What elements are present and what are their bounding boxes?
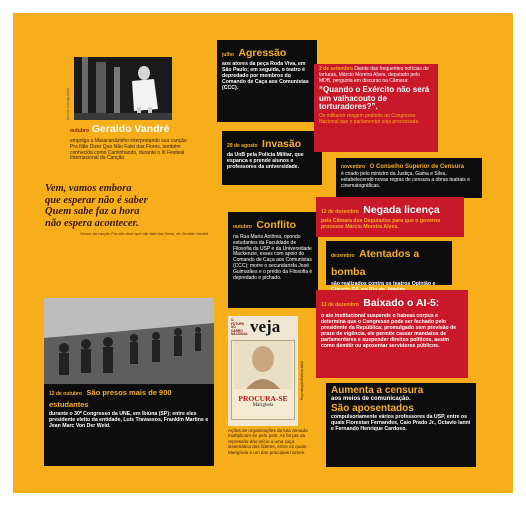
censura-text: aos meios de comunicação. (331, 396, 411, 402)
lyrics-line: Quem sabe faz a hora (45, 206, 140, 217)
lyrics-note: Versos da canção Pra não dizer que não falei das flores, de Geraldo Vandré (80, 232, 209, 236)
lyrics-line: Vem, vamos embora (45, 183, 132, 194)
lyrics-line: que esperar não é saber (45, 194, 148, 206)
soldiers-photo (44, 298, 214, 384)
ibiuna-date: 12 de outubro (49, 391, 83, 397)
veja-credit: Reprodução/Editora Abril (300, 361, 304, 400)
veja-logo: veja (250, 317, 281, 336)
licenca-title: Negada licença (363, 204, 440, 216)
vandre-photo-art (74, 57, 172, 120)
censura-panel (326, 383, 476, 467)
veja-poster (231, 340, 295, 420)
setembro-panel (314, 64, 438, 152)
vandre-text: empolga o Maracanãzinho interpretando sua canção Pra Não Dizer Que Não Falei das Flores, também conhecida como Caminhando, durante o III Festival Internacional da Canção. (70, 138, 187, 162)
bomba-panel (326, 241, 452, 285)
marighela-portrait (234, 341, 292, 389)
invasao-title: Invasão (262, 138, 302, 150)
setembro-intro: Diante das frequentes notícias de torturas, Márcio Moreira Alves, deputado pelo MDB, pergunta em discurso na Câmara: (319, 66, 429, 84)
bomba-title: Atentados a bomba (331, 248, 420, 278)
veja-text: Ações de organizações da luta armada multiplicam-se pelo país. As forças da repressão dão início a uma caça sistemática dos líderes, entre os quais Marighela é um dos principais nomes. (228, 428, 308, 455)
veja-cover (228, 316, 298, 426)
aposentados-title: São aposentados (331, 403, 414, 414)
ai5-panel (316, 290, 468, 378)
ai5-date: 13 de dezembro (321, 302, 359, 308)
agressao-title: Agressão (238, 47, 287, 59)
ibiuna-panel (44, 384, 214, 466)
veja-poster-head: PROCURA-SE (238, 393, 288, 403)
vandre-date: outubro (70, 128, 89, 134)
agressao-panel (217, 40, 317, 122)
licenca-panel (316, 197, 464, 237)
vandre-block (70, 124, 194, 162)
vandre-name: Geraldo Vandré (91, 123, 170, 135)
vandre-photo (74, 57, 172, 120)
licenca-date: 12 de dezembro (321, 209, 359, 215)
ibiuna-title: São presos mais de 900 estudantes (49, 388, 172, 409)
conselho-date: novembro (341, 164, 366, 170)
conflito-date: outubro (233, 224, 252, 230)
setembro-quote: “Quando o Exército não será um valhacouto de torturadores?”. (319, 85, 430, 112)
invasao-text: da UnB pela Polícia Militar, que espanca e prende alunos e professores da universidade. (227, 152, 304, 170)
agressao-text: aos atores da peça Roda Viva, em São Paulo; em seguida, o teatro é depredado por membros do Comando de Caça aos Comunistas (CCC). (222, 61, 309, 91)
invasao-panel (222, 131, 322, 185)
ai5-text: o ato institucional suspende o habeas corpus e determina que o Congresso pode ser fechado pelo presidente da República; promulgado sem previsão de prazo de vigência, ele permite cassar mandatos de parlamentares e suspender direitos políticos, assim como demitir ou aposentar servidores públicos. (321, 313, 457, 349)
invasao-date: 29 de agosto (227, 143, 258, 149)
licenca-text: pela Câmara dos Deputados para que o governo processe Márcio Moreira Alves. (321, 218, 441, 230)
conselho-text: é criado pelo ministro da Justiça, Gama e Silva, estabelecendo novas regras de censura a obras teatrais e cinematográficas. (341, 171, 470, 189)
veja-poster-name: Marighela (252, 402, 274, 408)
conflito-text: na Rua Maria Antônia, opondo estudantes da Faculdade de Filosofia da USP e da Universidade Mackenzie, esses com apoio do Comando de Caça aos Comunistas (CCC); morre o secundarista José Guimarães e o prédio da Filosofia é depredado e pichado. (233, 234, 313, 281)
setembro-text: Os militares reagem pedindo ao Congresso Nacional que o parlamentar seja processado. (319, 112, 420, 125)
soldiers-photo-art (44, 298, 214, 384)
censura-title: Aumenta a censura (331, 385, 424, 396)
setembro-date: 2 de setembro (319, 66, 353, 72)
agressao-date: julho (222, 52, 234, 58)
ibiuna-text: durante o 30º Congresso da UNE, em Ibiúna (SP); entre eles presidente eleito da entidade, Luís Travassos, Franklin Martins e Jean Marc Von Der Weid. (49, 411, 209, 429)
bomba-date: dezembro (331, 253, 355, 259)
ai5-title: Baixado o AI-5: (363, 297, 440, 309)
conflito-title: Conflito (256, 219, 296, 231)
veja-cover-side: O FUTURO DO CARRO NACIONAL (231, 318, 248, 337)
bomba-text: são realizados contra os teatros Opinião e (331, 281, 436, 287)
conselho-title: O Conselho Superior de Censura (369, 164, 464, 170)
vandre-lyrics (45, 183, 215, 229)
vandre-photo-caption: Acervo Iconographia (66, 87, 70, 120)
conflito-panel (228, 212, 318, 308)
conselho-panel (336, 158, 482, 198)
aposentados-text: compulsoriamente vários professores da USP, entre os quais Florestan Fernandes, Caio Prado Jr., Octavio Ianni e Fernando Henrique Cardoso. (331, 414, 471, 432)
lyrics-line: não espera acontecer. (45, 217, 139, 229)
